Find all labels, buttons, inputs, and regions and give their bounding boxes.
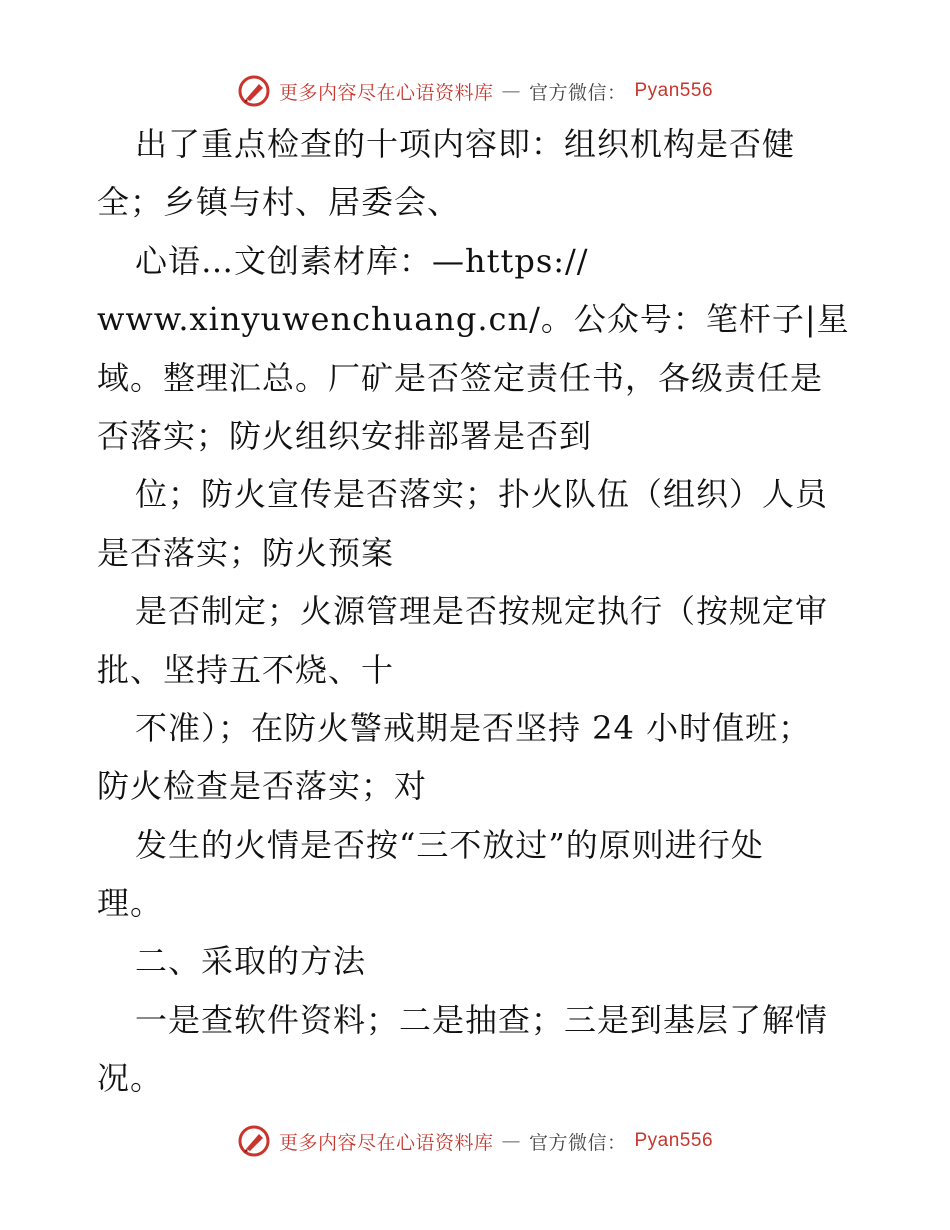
pen-logo-icon [237,1124,271,1158]
watermark-dash: — [501,1130,521,1152]
text-line: 位；防火宣传是否落实；扑火队伍（组织）人员 [135,475,829,514]
watermark-dash: — [501,80,521,102]
watermark-wechat-label: 官方微信： [528,1131,627,1154]
footer-watermark [0,1121,950,1161]
watermark-site-text: 更多内容尽在心语资料库 [278,81,494,104]
text-line: 况。 [97,1059,164,1098]
text-line: 否落实；防火组织安排部署是否到 [97,416,593,455]
watermark-wechat-id: Pyan556 [634,1130,714,1151]
pen-logo-icon [237,74,271,108]
text-line: 理。 [97,884,164,923]
text-line: 批、坚持五不烧、十 [97,650,395,689]
header-watermark [0,71,950,111]
text-line: 不准）；在防火警戒期是否坚持 24 小时值班； [135,708,812,747]
text-line: 是否制定；火源管理是否按规定执行（按规定审 [135,592,829,631]
document-body [97,115,857,1108]
text-line: 一是查软件资料；二是抽查；三是到基层了解情 [135,1000,829,1039]
text-line: www.xinyuwenchuang.cn/。公众号：笔杆子|星 [97,300,850,339]
text-line: 出了重点检查的十项内容即：组织机构是否健 [135,125,796,163]
text-line: 二、采取的方法 [135,942,367,981]
text-line: 防火检查是否落实；对 [97,767,428,806]
text-line: 心语…文创素材库：—https:// [135,241,589,280]
watermark-site-text: 更多内容尽在心语资料库 [278,1131,494,1154]
text-line: 全；乡镇与村、居委会、 [97,183,461,222]
text-line: 是否落实；防火预案 [97,533,395,572]
watermark-wechat-label: 官方微信： [528,81,627,104]
watermark-wechat-id: Pyan556 [634,80,714,101]
text-line: 域。整理汇总。厂矿是否签定责任书，各级责任是 [97,358,824,397]
text-line: 发生的火情是否按“三不放过”的原则进行处 [135,825,764,864]
